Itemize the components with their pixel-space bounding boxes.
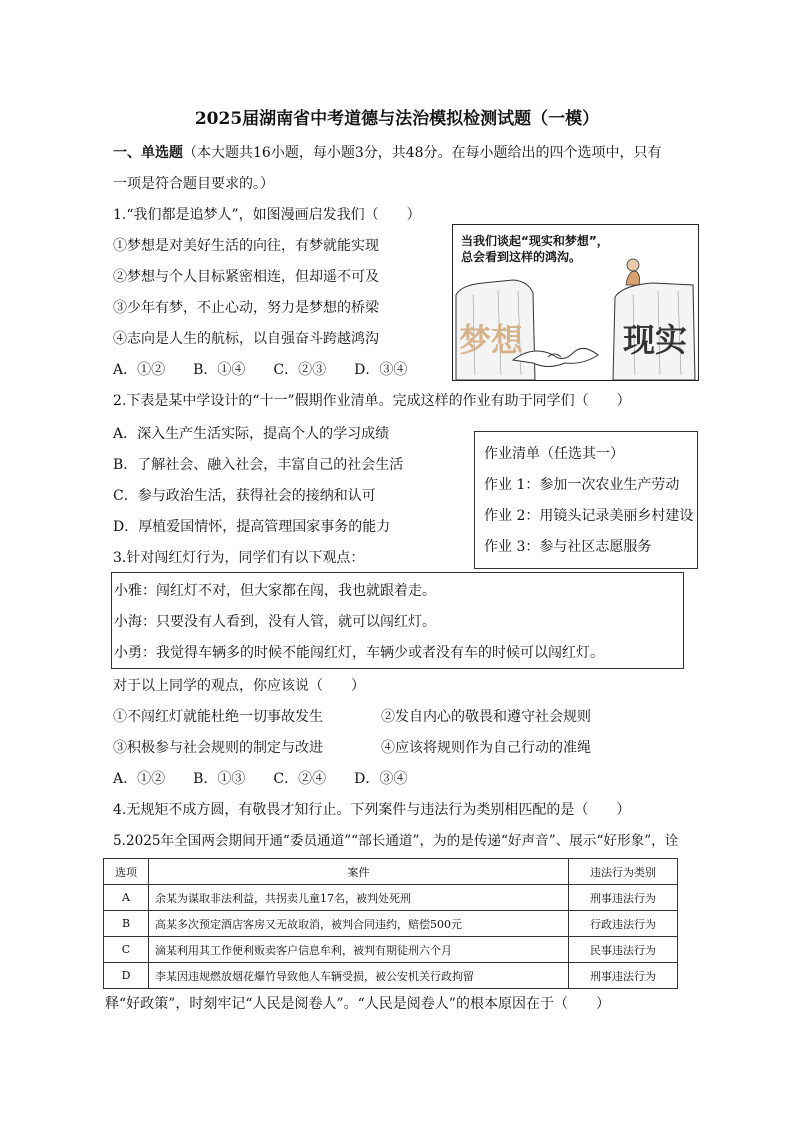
- q1-stem: 1.“我们都是追梦人”，如图漫画启发我们（ ）: [113, 207, 421, 223]
- q1-item-1: ①梦想是对美好生活的向往，有梦就能实现: [113, 238, 379, 254]
- q3-item-1: ①不闯红灯就能杜绝一切事故发生: [113, 709, 323, 725]
- section-desc-1: （本大题共16小题，每小题3分，共48分。在每小题给出的四个选项中，只有: [183, 145, 662, 161]
- q3-stem: 3.针对闯红灯行为，同学们有以下观点：: [113, 550, 365, 566]
- q3-item-3: ③积极参与社会规则的制定与改进: [113, 740, 323, 756]
- section-label: 一、单选题: [113, 145, 183, 161]
- row-case: 高某多次预定酒店客房又无故取消，被判合同违约，赔偿500元: [149, 911, 569, 937]
- q2-option-a: A．深入生产生活实际，提高个人的学习成绩: [113, 426, 390, 442]
- q1-options: A．①② B．①④ C．②③ D．③④: [113, 362, 408, 378]
- cartoon-caption-1: 当我们谈起“现实和梦想”，: [461, 234, 609, 248]
- table-row: [104, 963, 678, 989]
- q3-view-xiaoya: 小雅：闯红灯不对，但大家都在闯，我也就跟着走。: [114, 583, 436, 599]
- q1-item-3: ③少年有梦，不止心动，努力是梦想的桥梁: [113, 300, 379, 316]
- row-category: 民事违法行为: [569, 937, 678, 963]
- table-header-row: [104, 859, 678, 885]
- row-case: 李某因违规燃放烟花爆竹导致他人车辆受损，被公安机关行政拘留: [149, 963, 569, 989]
- q3-views-box: [111, 572, 684, 669]
- table-row: [104, 911, 678, 937]
- q1-item-4: ④志向是人生的航标，以自强奋斗跨越鸿沟: [113, 331, 379, 347]
- q2-option-b: B．了解社会、融入社会，丰富自己的社会生活: [113, 457, 404, 473]
- row-category: 行政违法行为: [569, 911, 678, 937]
- row-case: 余某为谋取非法利益，共拐卖儿童17名，被判处死刑: [149, 885, 569, 911]
- q1-cartoon: [452, 224, 699, 381]
- q2-option-d: D．厚植爱国情怀，提高管理国家事务的能力: [113, 519, 391, 535]
- row-category: 刑事违法行为: [569, 963, 678, 989]
- homework-item-3: 作业 3：参与社区志愿服务: [484, 539, 652, 555]
- cases-table: [103, 858, 678, 989]
- exam-title: 2025届湖南省中考道德与法治模拟检测试题（一模）: [194, 109, 600, 129]
- q2-option-c: C．参与政治生活，获得社会的接纳和认可: [113, 488, 376, 504]
- row-option: D: [104, 963, 149, 989]
- col-header-case: 案件: [149, 859, 569, 885]
- q3-view-xiaoyong: 小勇：我觉得车辆多的时候不能闯红灯，车辆少或者没有车的时候可以闯红灯。: [114, 645, 604, 661]
- col-header-option: 选项: [104, 859, 149, 885]
- q1-item-2: ②梦想与个人目标紧密相连，但却遥不可及: [113, 269, 379, 285]
- row-category: 刑事违法行为: [569, 885, 678, 911]
- q4-stem: 4.无规矩不成方圆，有敬畏才知行止。下列案件与违法行为类别相匹配的是（ ）: [113, 802, 631, 818]
- q3-view-xiaohai: 小海：只要没有人看到，没有人管，就可以闯红灯。: [114, 614, 436, 630]
- cartoon-caption-2: 总会看到这样的鸿沟。: [461, 250, 582, 264]
- table-row: [104, 885, 678, 911]
- row-option: C: [104, 937, 149, 963]
- q5-stem-2: 释“好政策”，时刻牢记“人民是阅卷人”。“人民是阅卷人”的根本原因在于（ ）: [105, 996, 610, 1012]
- homework-item-2: 作业 2：用镜头记录美丽乡村建设: [484, 508, 694, 524]
- section-desc-2: 一项是符合题目要求的。）: [113, 176, 274, 192]
- q3-item-2: ②发自内心的敬畏和遵守社会规则: [381, 709, 591, 725]
- col-header-category: 违法行为类别: [569, 859, 678, 885]
- homework-item-1: 作业 1：参加一次农业生产劳动: [484, 477, 680, 493]
- row-option: A: [104, 885, 149, 911]
- section-heading: [113, 143, 662, 163]
- q2-stem: 2.下表是某中学设计的“十一”假期作业清单。完成这样的作业有助于同学们（ ）: [113, 393, 631, 409]
- q3-prompt: 对于以上同学的观点，你应该说（ ）: [113, 678, 365, 694]
- row-option: B: [104, 911, 149, 937]
- q3-item-4: ④应该将规则作为自己行动的准绳: [381, 740, 591, 756]
- q5-stem-1: 5.2025年全国两会期间开通“委员通道”“部长通道”，为的是传递“好声音”、展示“好形象”，诠: [113, 833, 679, 849]
- cartoon-word-dream: 梦想: [459, 321, 524, 359]
- row-case: 滴某利用其工作便利贩卖客户信息牟利，被判有期徒刑六个月: [149, 937, 569, 963]
- table-row: [104, 937, 678, 963]
- homework-list-box: [474, 431, 698, 569]
- cartoon-word-reality: 现实: [623, 321, 688, 359]
- homework-list-title: 作业清单（任选其一）: [484, 446, 624, 462]
- q3-options: A．①② B．①③ C．②④ D．③④: [113, 771, 408, 787]
